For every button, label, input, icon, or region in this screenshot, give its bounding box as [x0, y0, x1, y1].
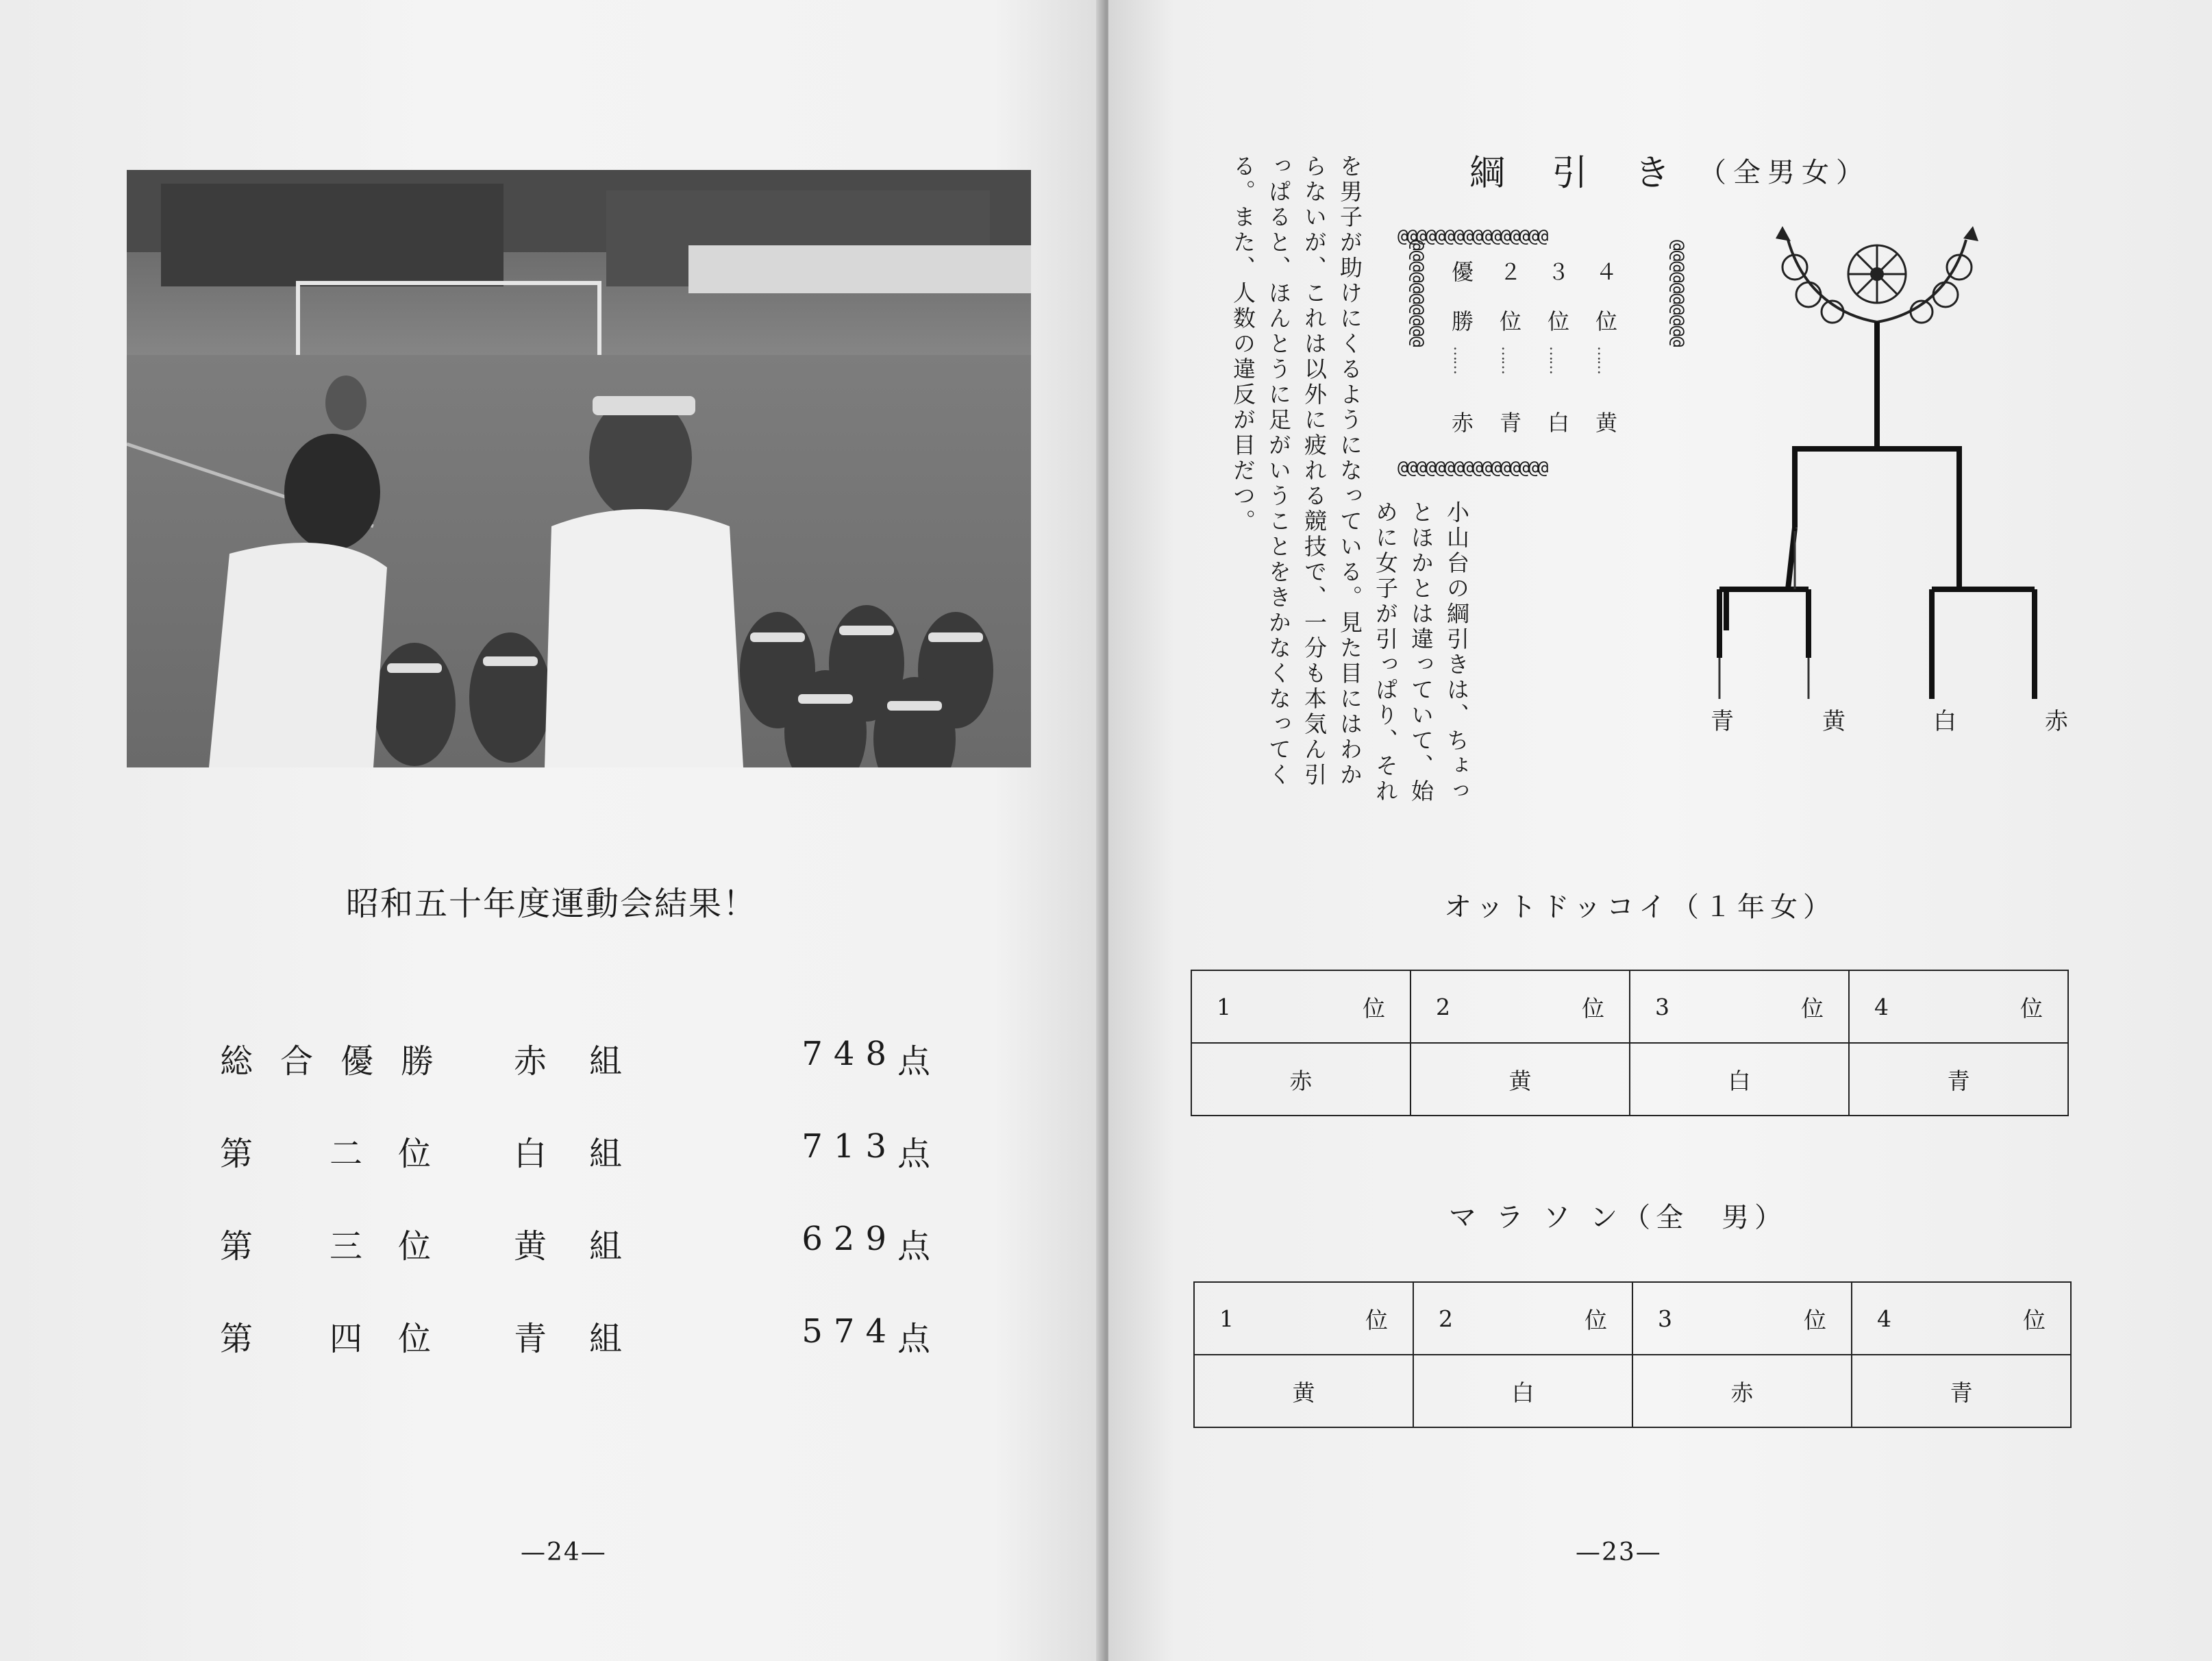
tug-description-line: らないが、これは以外に疲れる競技で、一分も本気ん引: [1301, 154, 1328, 788]
rank-number: 4: [1874, 993, 1889, 1020]
tug-place: ４ 位: [1592, 260, 1618, 334]
team-color: 青: [514, 1320, 547, 1358]
rank-unit: 位: [1801, 994, 1824, 1022]
rank-unit: 位: [2023, 1306, 2046, 1333]
team-label: 組: [589, 1227, 623, 1266]
rank-number: 2: [1436, 993, 1450, 1020]
score-value: 748: [801, 1035, 897, 1073]
leader-dots: ……: [1546, 346, 1563, 373]
rank-number: 2: [1439, 1305, 1453, 1332]
tug-place: ２ 位: [1496, 260, 1522, 334]
rank-char: 合: [279, 1042, 313, 1081]
rank-char: 勝: [400, 1042, 434, 1081]
table-header-cell: [1194, 1282, 1413, 1355]
team-label: 組: [589, 1320, 623, 1358]
ottodokkoi-table: [1191, 970, 2069, 1116]
rank-char: 位: [397, 1320, 431, 1358]
rank-unit: 位: [1582, 994, 1604, 1022]
team-label: 組: [589, 1042, 623, 1081]
score-value: 629: [801, 1220, 897, 1258]
score-unit: 点: [897, 1135, 931, 1173]
at-border-bottom: @@@@@@@@@@@@@@@@: [1397, 458, 1548, 478]
score-unit: 点: [897, 1042, 931, 1081]
rank-char: 位: [397, 1135, 431, 1173]
table-row: [1194, 1355, 2071, 1427]
rank-char: 優: [340, 1042, 373, 1081]
tug-team: 黄: [1592, 411, 1618, 436]
score-unit: 点: [897, 1227, 931, 1266]
marathon-title: マ ラ ソ ン（全 男）: [1449, 1202, 1788, 1233]
photo-image: [127, 170, 1031, 767]
left-page: [0, 0, 1104, 1661]
tug-description-line: を男子が助けにくるようになっている。見た目にはわか: [1337, 154, 1363, 788]
rank-unit: 位: [1363, 994, 1385, 1022]
table-cell: 青: [1849, 1043, 2068, 1116]
rank-char: 三: [329, 1227, 362, 1266]
rank-number: 1: [1217, 993, 1231, 1020]
bracket-team-label: 白: [1933, 708, 1956, 735]
bracket-team-label: 赤: [2045, 708, 2068, 735]
table-cell: 赤: [1191, 1043, 1411, 1116]
result-row: [206, 1220, 959, 1312]
table-cell: 白: [1630, 1043, 1849, 1116]
tug-of-war-subtitle: （全男女）: [1699, 157, 1870, 188]
rank-char: 位: [397, 1227, 431, 1266]
rank-number: 1: [1219, 1305, 1234, 1332]
tournament-bracket: [1672, 219, 2076, 747]
tug-of-war-title: 綱 引 き: [1469, 153, 1689, 194]
at-border-top: @@@@@@@@@@@@@@@@: [1397, 226, 1548, 247]
tug-description-line: めに女子が引っぱり、それ: [1372, 500, 1399, 804]
rank-char: 第: [219, 1135, 253, 1173]
result-row: [206, 1312, 959, 1405]
bracket-team-label: 青: [1711, 708, 1734, 735]
table-header-cell: [1191, 970, 1411, 1043]
team-label: 組: [589, 1135, 623, 1173]
result-row: [206, 1035, 959, 1127]
table-cell: 黄: [1411, 1043, 1630, 1116]
rank-unit: 位: [1804, 1306, 1826, 1333]
rank-number: 3: [1658, 1305, 1672, 1332]
tug-place: 優 勝: [1448, 260, 1474, 334]
table-header-cell: [1411, 970, 1630, 1043]
table-row: [1191, 1043, 2068, 1116]
at-border-right: @@@@@@@@@@: [1667, 240, 1688, 347]
page-number: —23—: [1576, 1538, 1662, 1566]
rank-unit: 位: [1585, 1306, 1607, 1333]
tug-place: ３ 位: [1544, 260, 1570, 334]
tug-description-line: っぱると、ほんとうに足がいうことをきかなくなってく: [1265, 154, 1292, 788]
tug-team: 白: [1544, 411, 1570, 436]
rank-char: 総: [219, 1042, 253, 1081]
team-color: 赤: [514, 1042, 547, 1081]
table-row: [1191, 970, 2068, 1043]
rank-unit: 位: [1365, 1306, 1388, 1333]
team-color: 白: [514, 1135, 547, 1173]
rank-char: 第: [219, 1320, 253, 1358]
page-number: —24—: [521, 1538, 607, 1566]
score-value: 574: [801, 1312, 897, 1351]
team-color: 黄: [514, 1227, 547, 1266]
table-header-cell: [1413, 1282, 1632, 1355]
table-header-cell: [1852, 1282, 2071, 1355]
table-cell: 赤: [1632, 1355, 1852, 1427]
bracket-team-label: 黄: [1822, 708, 1846, 735]
leader-dots: ……: [1594, 346, 1611, 373]
bracket-graphic: [1672, 219, 2076, 747]
sports-day-photo: [127, 170, 1031, 767]
score-value: 713: [801, 1127, 897, 1166]
table-cell: 黄: [1194, 1355, 1413, 1427]
table-cell: 白: [1413, 1355, 1632, 1427]
table-header-cell: [1630, 970, 1849, 1043]
rank-char: 第: [219, 1227, 253, 1266]
table-row: [1194, 1282, 2071, 1355]
marathon-table: [1193, 1281, 2072, 1428]
tug-team: 赤: [1448, 411, 1474, 436]
tug-team: 青: [1496, 411, 1522, 436]
chrysanthemum-emblem: [1776, 226, 1978, 323]
tug-description-line: る。また、人数の違反が目だつ。: [1230, 154, 1256, 534]
ottodokkoi-title: オットドッコイ（１年女）: [1444, 891, 1836, 923]
at-border-left: @@@@@@@@@@: [1407, 240, 1428, 347]
table-cell: 青: [1852, 1355, 2071, 1427]
tug-description-line: とほかとは違っていて、始: [1408, 500, 1434, 804]
rank-char: 二: [329, 1135, 362, 1173]
leader-dots: ……: [1450, 346, 1467, 373]
table-header-cell: [1849, 970, 2068, 1043]
rank-number: 3: [1655, 993, 1669, 1020]
rank-unit: 位: [2020, 994, 2043, 1022]
rank-number: 4: [1877, 1305, 1891, 1332]
score-unit: 点: [897, 1320, 931, 1358]
rank-char: 四: [329, 1320, 362, 1358]
results-title: 昭和五十年度運動会結果！: [346, 885, 758, 923]
results-list: [206, 1035, 959, 1405]
leader-dots: ……: [1498, 346, 1515, 373]
tug-description-line: 小山台の綱引きは、ちょっ: [1443, 500, 1470, 804]
result-row: [206, 1127, 959, 1220]
table-header-cell: [1632, 1282, 1852, 1355]
